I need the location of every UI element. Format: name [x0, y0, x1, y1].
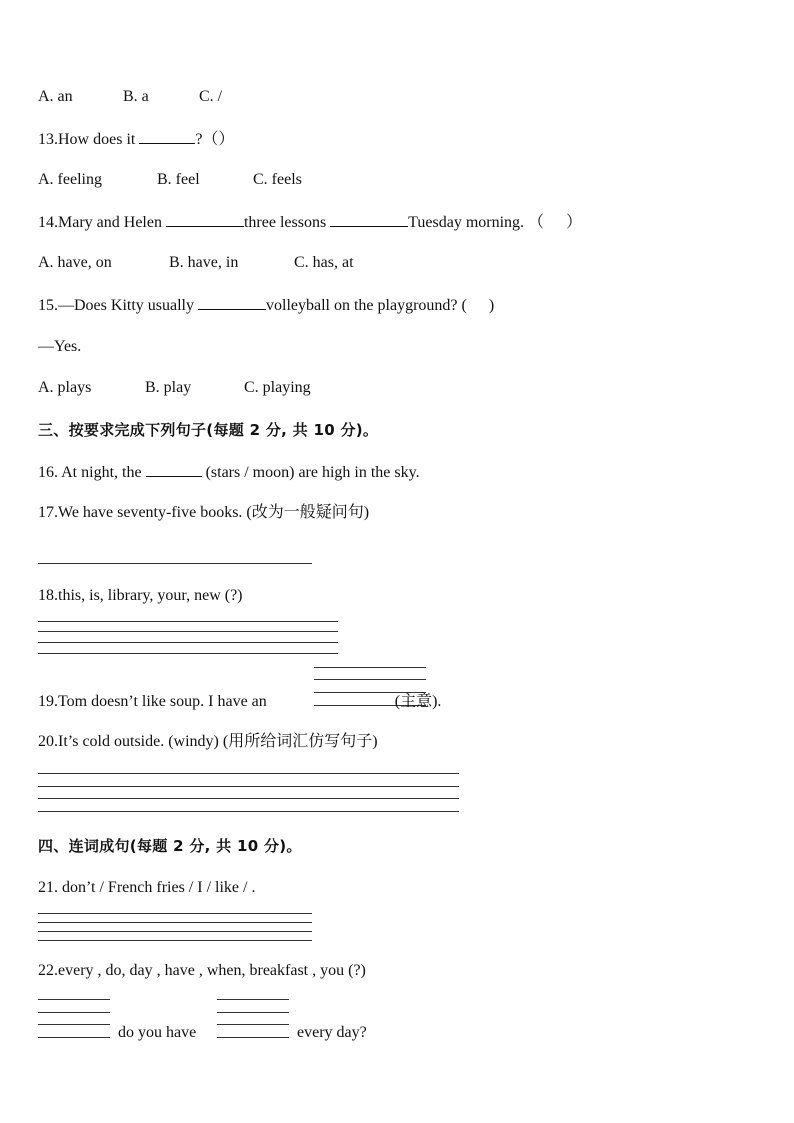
q21-answer-line-2[interactable]	[38, 922, 312, 923]
q18-answer-line-1[interactable]	[38, 621, 338, 622]
q17-answer-line[interactable]	[38, 563, 312, 564]
q14-prefix: 14.Mary and Helen	[38, 214, 166, 231]
q14-options	[38, 253, 354, 273]
q19-answer-line-1[interactable]	[314, 667, 426, 668]
q20-question: 20.It’s cold outside. (windy) (用所给词汇仿写句子)	[38, 733, 378, 750]
q14-middle: three lessons	[243, 214, 331, 231]
q18-answer-line-4[interactable]	[38, 653, 338, 654]
q22-suffix-text: every day?	[297, 1024, 367, 1041]
q13-suffix: ?（）	[195, 131, 235, 148]
q16-prefix: 16. At night, the	[38, 464, 146, 481]
q14-suffix: Tuesday morning. （	[408, 214, 545, 231]
q15-option-a: A. plays	[38, 379, 92, 396]
q22-blank1-line-2[interactable]	[38, 1012, 110, 1013]
q13-option-a: A. feeling	[38, 171, 102, 188]
q13-prefix: 13.How does it	[38, 131, 140, 148]
q22-blank1-line-1[interactable]	[38, 999, 110, 1000]
q15-answer-blank[interactable]	[198, 295, 266, 310]
q21-answer-line-4[interactable]	[38, 940, 312, 941]
q13-question	[38, 129, 234, 150]
q12-option-a: A. an	[38, 88, 73, 105]
q22-blank1-line-4[interactable]	[38, 1037, 110, 1038]
q15-option-c: C. playing	[244, 379, 311, 396]
q14-answer-blank-2[interactable]	[330, 212, 408, 227]
q19-question	[38, 692, 441, 712]
q16-answer-blank[interactable]	[146, 462, 202, 477]
q21-answer-line-1[interactable]	[38, 913, 312, 914]
q12-option-b: B. a	[123, 88, 149, 105]
q18-answer-line-3[interactable]	[38, 642, 338, 643]
q12-options	[38, 87, 222, 107]
q22-blank2-line-1[interactable]	[217, 999, 289, 1000]
q15-answer-line: —Yes.	[38, 338, 82, 355]
q12-option-c: C. /	[199, 88, 223, 105]
q15-question	[38, 295, 494, 316]
q21-answer-line-3[interactable]	[38, 931, 312, 932]
q19-prefix: 19.Tom doesn’t like soup. I have an	[38, 693, 271, 710]
q13-option-c: C. feels	[253, 171, 302, 188]
section-3-heading: 三、按要求完成下列句子(每题 2 分, 共 10 分)。	[38, 421, 379, 439]
q15-option-b: B. play	[145, 379, 192, 396]
q13-answer-blank[interactable]	[139, 129, 195, 144]
q14-answer-blank-1[interactable]	[166, 212, 244, 227]
q20-answer-line-2[interactable]	[38, 786, 459, 787]
q13-option-b: B. feel	[157, 171, 200, 188]
q18-question: 18.this, is, library, your, new (?)	[38, 587, 243, 604]
q14-close: ）	[566, 214, 583, 231]
q14-question	[38, 212, 582, 233]
q22-blank2-line-3[interactable]	[217, 1024, 289, 1025]
q15-prefix: 15.—Does Kitty usually	[38, 297, 198, 314]
q20-answer-line-1[interactable]	[38, 773, 459, 774]
q15-close: )	[488, 297, 495, 314]
q16-question	[38, 462, 420, 483]
q22-blank2-line-4[interactable]	[217, 1037, 289, 1038]
q20-answer-line-3[interactable]	[38, 798, 459, 799]
q19-suffix: (主意).	[390, 693, 442, 710]
q16-suffix: (stars / moon) are high in the sky.	[201, 464, 420, 481]
q14-option-c: C. has, at	[294, 254, 354, 271]
q19-answer-line-2[interactable]	[314, 679, 426, 680]
q22-middle-text: do you have	[118, 1024, 197, 1041]
q22-question: 22.every , do, day , have , when, breakfast , you (?)	[38, 962, 366, 979]
q14-option-b: B. have, in	[169, 254, 239, 271]
section-4-heading: 四、连词成句(每题 2 分, 共 10 分)。	[38, 837, 302, 855]
q14-option-a: A. have, on	[38, 254, 112, 271]
q20-answer-line-4[interactable]	[38, 811, 459, 812]
q18-answer-line-2[interactable]	[38, 631, 338, 632]
q21-question: 21. don’t / French fries / I / like / .	[38, 879, 256, 896]
q22-blank1-line-3[interactable]	[38, 1024, 110, 1025]
q15-options	[38, 378, 311, 398]
q17-question: 17.We have seventy-five books. (改为一般疑问句)	[38, 504, 370, 521]
q22-blank2-line-2[interactable]	[217, 1012, 289, 1013]
q13-options	[38, 170, 302, 190]
q15-suffix: volleyball on the playground? (	[266, 297, 467, 314]
